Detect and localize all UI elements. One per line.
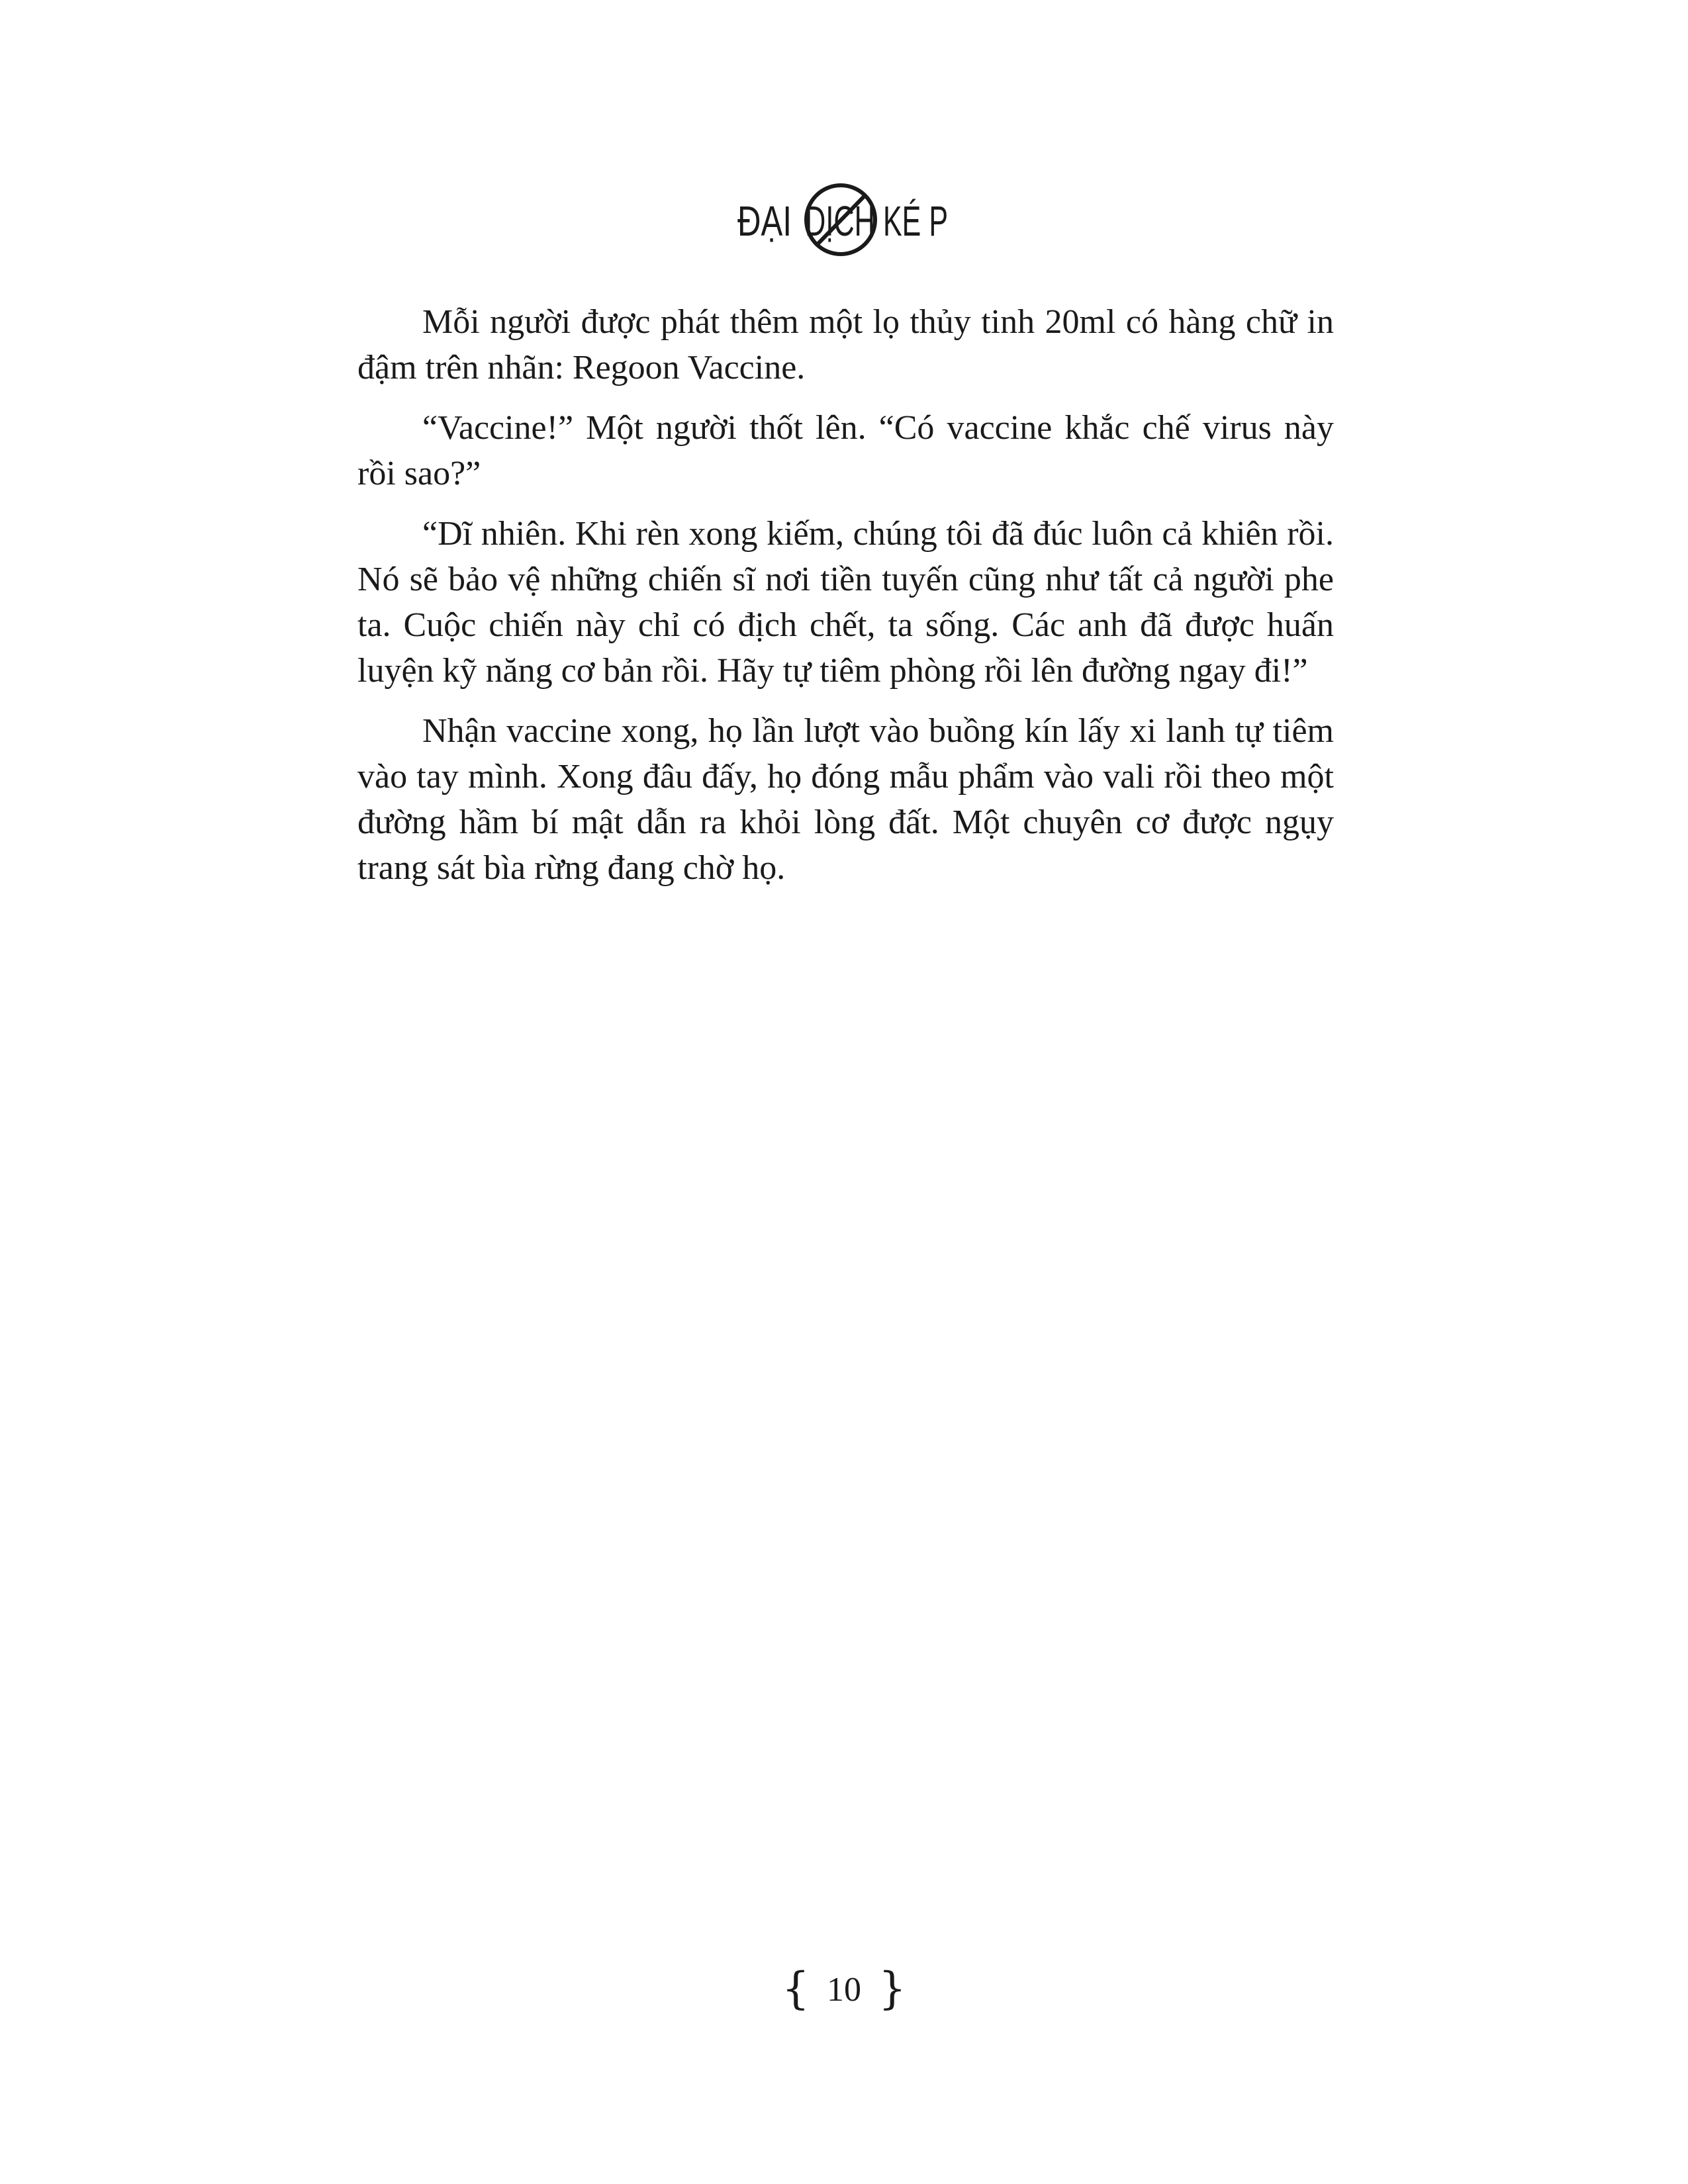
page-number: 10	[827, 1971, 861, 2009]
svg-text:KÉ P: KÉ P	[883, 197, 948, 245]
svg-text:DỊCH: DỊCH	[805, 197, 875, 245]
right-brace: }	[878, 1963, 906, 2014]
paragraph: Nhận vaccine xong, họ lần lượt vào buồng kín lấy xi lanh tự tiêm vào tay mình. Xong đâu đấy, họ đóng mẫu phẩm vào vali rồi theo một đường hầm bí mật dẫn ra khỏi lòng đất. Một chuyên cơ được ngụy trang sát bìa rừng đang chờ họ.	[357, 712, 1334, 887]
book-title-logo	[735, 172, 953, 271]
left-brace: {	[782, 1963, 810, 2014]
page-number-footer	[0, 1963, 1688, 2014]
svg-text:ĐẠI: ĐẠI	[737, 197, 792, 245]
paragraph: “Dĩ nhiên. Khi rèn xong kiếm, chúng tôi đã đúc luôn cả khiên rồi. Nó sẽ bảo vệ những chiến sĩ nơi tiền tuyến cũng như tất cả người phe ta. Cuộc chiến này chỉ có địch chết, ta sống. Các anh đã được huấn luyện kỹ năng cơ bản rồi. Hãy tự tiêm phòng rồi lên đường ngay đi!”	[357, 515, 1334, 690]
paragraph: Mỗi người được phát thêm một lọ thủy tinh 20ml có hàng chữ in đậm trên nhãn: Regoon Vaccine.	[357, 303, 1334, 387]
chapter-body	[357, 299, 1334, 905]
paragraph: “Vaccine!” Một người thốt lên. “Có vaccine khắc chế virus này rồi sao?”	[357, 409, 1334, 492]
